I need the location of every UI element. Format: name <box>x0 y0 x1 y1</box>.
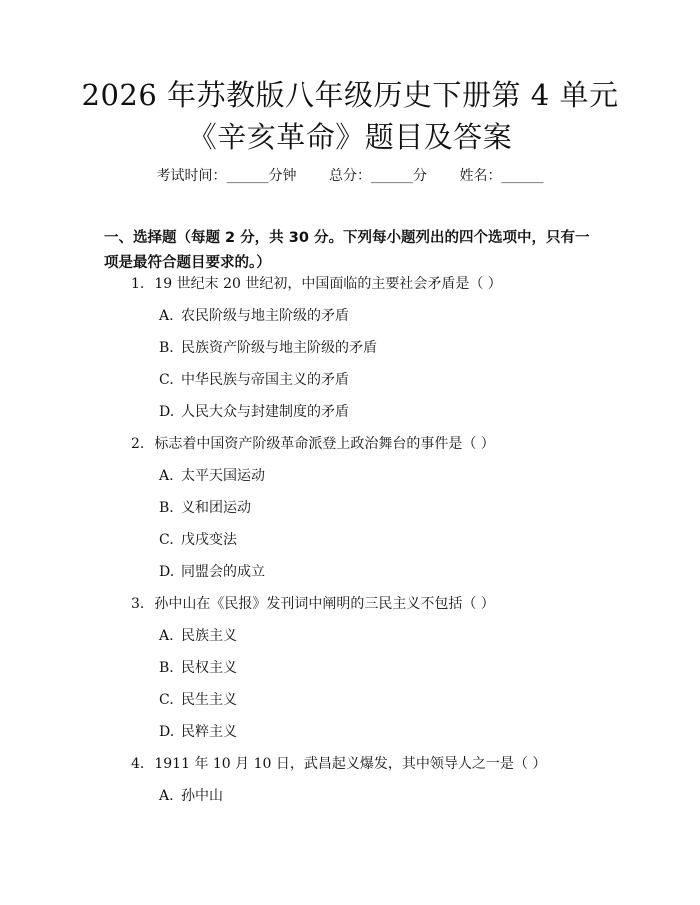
option-text: 孙中山 <box>181 788 223 804</box>
option-letter: C. <box>159 532 174 548</box>
question-number: 2. <box>131 436 145 452</box>
option-letter: C. <box>159 372 174 388</box>
answer-option <box>159 338 377 358</box>
section-heading: 一、选择题（每题 2 分，共 30 分。下列每小题列出的四个选项中，只有一项是最符合题目要求的。） <box>104 230 590 271</box>
option-letter: A. <box>159 308 174 324</box>
option-letter: A. <box>159 628 174 644</box>
answer-option <box>159 722 237 742</box>
question-stem <box>131 594 495 614</box>
answer-option <box>159 402 349 422</box>
answer-option <box>159 370 349 390</box>
option-text: 农民阶级与地主阶级的矛盾 <box>181 308 349 324</box>
option-text: 民权主义 <box>181 660 237 676</box>
document-title: 2026 年苏教版八年级历史下册第 4 单元《辛亥革命》题目及答案 <box>81 78 619 154</box>
option-text: 同盟会的成立 <box>181 564 265 580</box>
exam-info <box>0 166 700 186</box>
option-letter: D. <box>159 724 175 740</box>
option-text: 义和团运动 <box>181 500 251 516</box>
question-text: 孙中山在《民报》发刊词中阐明的三民主义不包括（ ） <box>154 596 495 612</box>
option-text: 人民大众与封建制度的矛盾 <box>181 404 349 420</box>
question-text: 19 世纪末 20 世纪初，中国面临的主要社会矛盾是（ ） <box>154 276 502 292</box>
question-stem <box>131 274 502 294</box>
question-text: 1911 年 10 月 10 日，武昌起义爆发，其中领导人之一是（ ） <box>154 756 547 772</box>
option-letter: B. <box>159 660 174 676</box>
answer-option <box>159 498 251 518</box>
answer-option <box>159 690 237 710</box>
option-text: 民族资产阶级与地主阶级的矛盾 <box>181 340 377 356</box>
option-letter: A. <box>159 468 174 484</box>
option-letter: C. <box>159 692 174 708</box>
question-number: 4. <box>131 756 145 772</box>
question-number: 3. <box>131 596 145 612</box>
answer-option <box>159 530 237 550</box>
question-stem <box>131 754 546 774</box>
option-text: 民粹主义 <box>181 724 237 740</box>
question-number: 1. <box>131 276 145 292</box>
option-letter: B. <box>159 500 174 516</box>
option-text: 中华民族与帝国主义的矛盾 <box>181 372 349 388</box>
option-letter: D. <box>159 404 175 420</box>
answer-option <box>159 658 237 678</box>
option-letter: B. <box>159 340 174 356</box>
answer-option <box>159 466 265 486</box>
option-text: 太平天国运动 <box>181 468 265 484</box>
answer-option <box>159 562 265 582</box>
student-name: 姓名：______ <box>459 168 544 184</box>
option-letter: A. <box>159 788 174 804</box>
option-text: 民生主义 <box>181 692 237 708</box>
option-text: 民族主义 <box>181 628 237 644</box>
question-text: 标志着中国资产阶级革命派登上政治舞台的事件是（ ） <box>154 436 495 452</box>
answer-option <box>159 306 349 326</box>
exam-time: 考试时间：______分钟 <box>156 168 297 184</box>
option-letter: D. <box>159 564 175 580</box>
answer-option <box>159 626 237 646</box>
answer-option <box>159 786 223 806</box>
question-stem <box>131 434 495 454</box>
option-text: 戊戌变法 <box>181 532 237 548</box>
total-score: 总分：______分 <box>329 168 427 184</box>
